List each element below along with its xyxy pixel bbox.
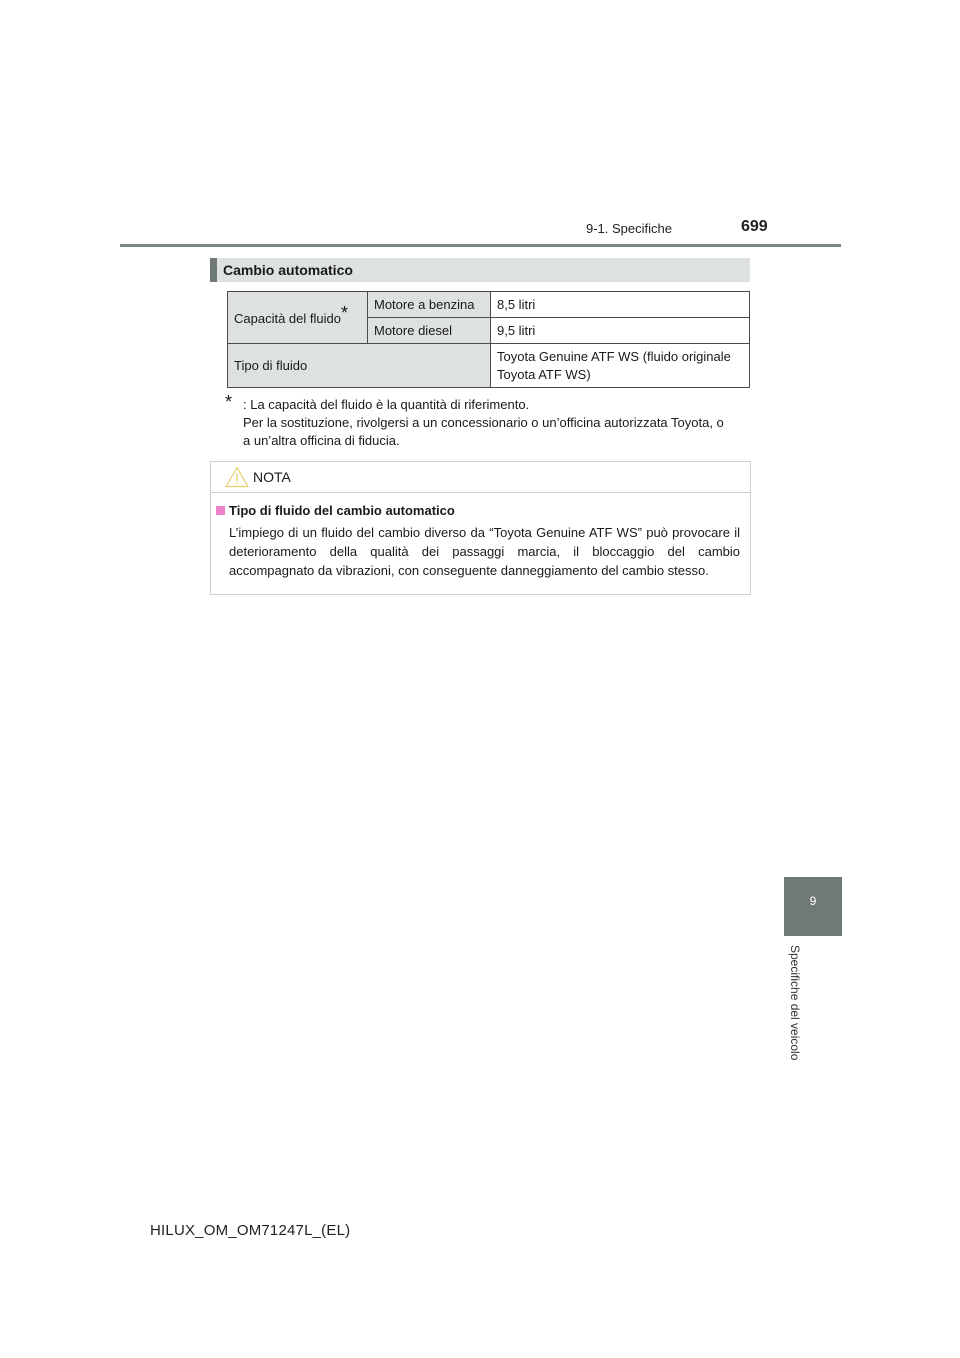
nota-box	[210, 461, 751, 595]
section-title-accent	[210, 258, 217, 282]
nota-body: L’impiego di un fluido del cambio diverso da “Toyota Genuine ATF WS” può provocare il deterioramento della qualità dei passaggi marcia, il bloccaggio del cambio accompagnato da vibrazioni, con conseguente danneggiamento del cambio stesso.	[229, 525, 740, 578]
table-cell-value	[491, 318, 750, 344]
table-row	[228, 292, 750, 318]
bullet-square-icon	[216, 506, 225, 515]
table-cell-sub	[368, 292, 491, 318]
chapter-number: 9	[809, 894, 817, 908]
footnote-line: a un’altra officina di fiducia.	[243, 433, 400, 448]
chapter-label-container	[788, 945, 802, 1071]
petrol-engine-label: Motore a benzina	[374, 297, 475, 312]
table-cell-value	[491, 292, 750, 318]
spec-table	[227, 291, 750, 388]
petrol-capacity-value: 8,5 litri	[497, 297, 536, 312]
table-cell-value	[491, 344, 750, 388]
fluid-type-label: Tipo di fluido	[234, 358, 308, 373]
nota-label: NOTA	[253, 469, 291, 485]
table-cell-label	[228, 344, 491, 388]
chapter-label: Specifiche del veicolo	[788, 945, 802, 1061]
section-title: Cambio automatico	[223, 262, 353, 278]
table-cell-label	[228, 292, 368, 344]
footnote-marker: *	[340, 303, 348, 323]
footnote-star: *	[225, 392, 233, 412]
page-number: 699	[741, 218, 768, 235]
footnote-line: : La capacità del fluido è la quantità di riferimento.	[243, 397, 530, 412]
footer-doc-code: HILUX_OM_OM71247L_(EL)	[150, 1222, 351, 1239]
chapter-tab	[784, 877, 842, 936]
header-section: 9-1. Specifiche	[586, 221, 672, 236]
nota-header	[211, 462, 750, 493]
diesel-capacity-value: 9,5 litri	[497, 323, 536, 338]
fluid-type-value-line: Toyota Genuine ATF WS (fluido originale	[497, 348, 731, 364]
footnote-line: Per la sostituzione, rivolgersi a un concessionario o un’officina autorizzata Toyota, o	[243, 415, 724, 430]
section-title-bar	[210, 258, 750, 282]
fluid-capacity-label: Capacità del fluido	[234, 311, 341, 326]
table-cell-sub	[368, 318, 491, 344]
header-rule	[120, 244, 841, 247]
diesel-engine-label: Motore diesel	[374, 323, 453, 338]
warning-triangle-icon	[225, 466, 249, 488]
nota-subtitle: Tipo di fluido del cambio automatico	[229, 503, 455, 518]
fluid-type-value-line: Toyota ATF WS)	[497, 366, 591, 382]
table-row	[228, 344, 750, 388]
